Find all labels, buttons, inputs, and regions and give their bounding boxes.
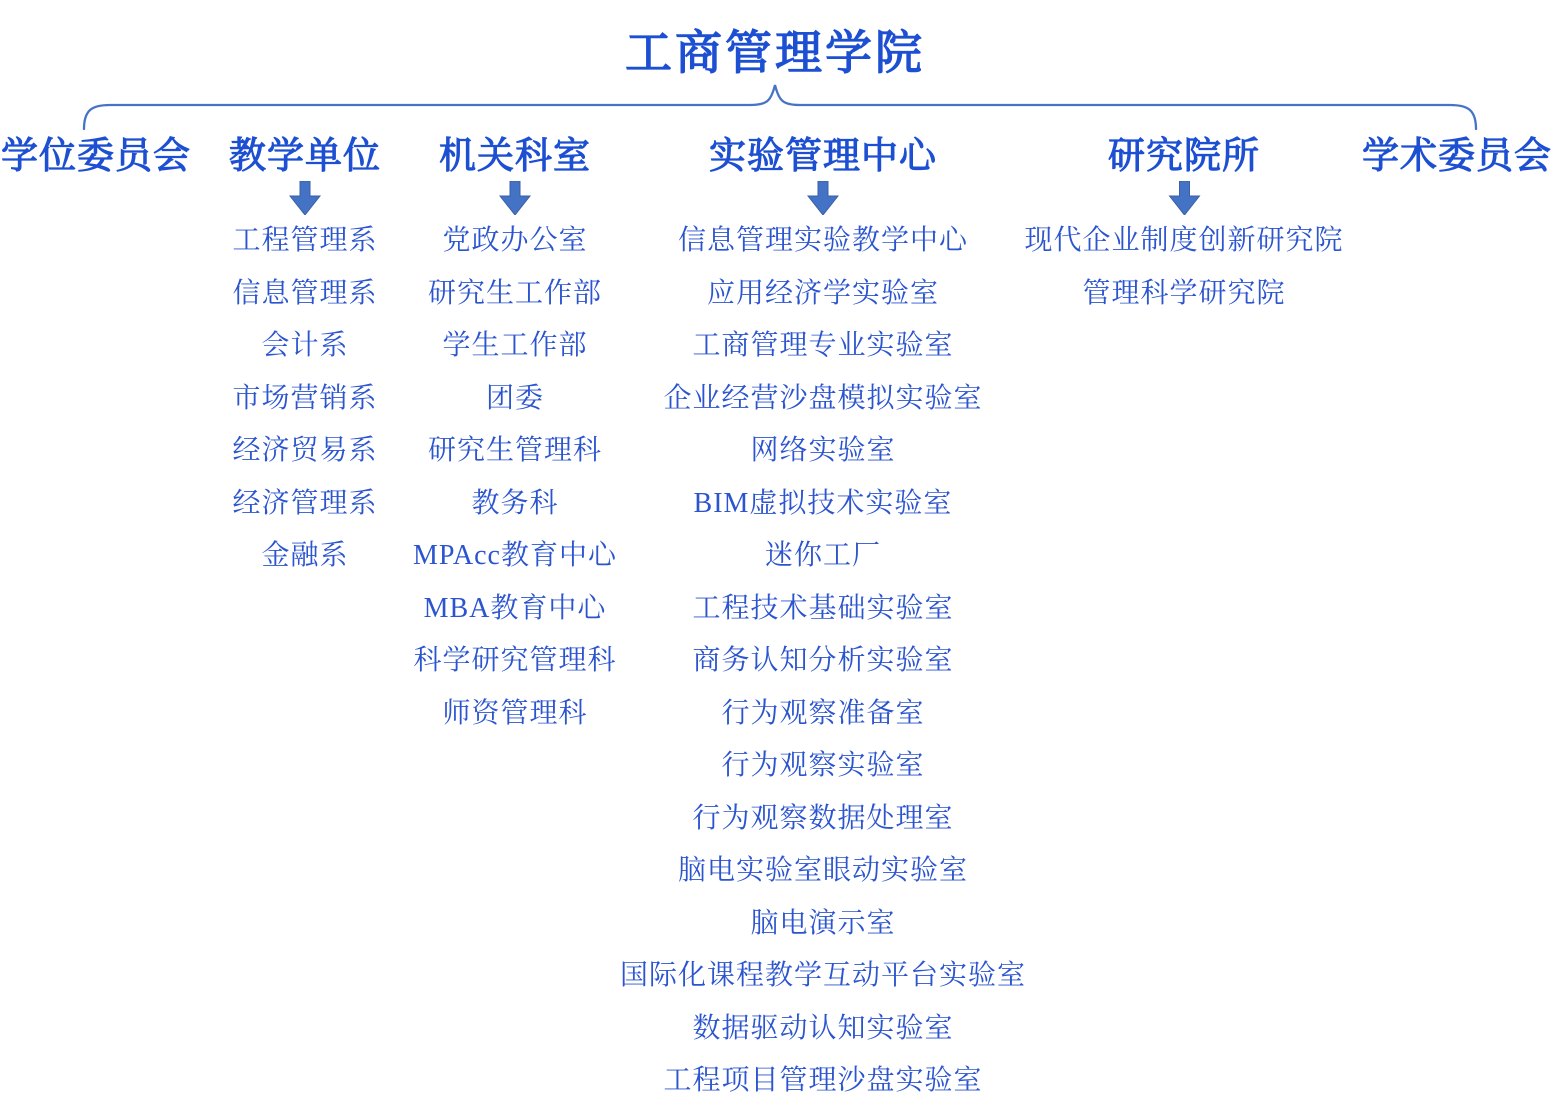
org-item: 经济贸易系 bbox=[232, 435, 378, 466]
branch-label: 研究院所 bbox=[1107, 136, 1260, 177]
down-arrow-icon bbox=[1168, 181, 1200, 215]
org-item: 数据驱动认知实验室 bbox=[692, 1012, 954, 1044]
org-item: 迷你工厂 bbox=[764, 540, 882, 571]
org-item: 工程项目管理沙盘实验室 bbox=[663, 1065, 983, 1096]
org-item: 党政办公室 bbox=[442, 225, 588, 256]
org-item: 金融系 bbox=[261, 540, 349, 571]
org-item: 企业经营沙盘模拟实验室 bbox=[663, 382, 983, 414]
org-item: 行为观察准备室 bbox=[721, 697, 925, 729]
org-item: 现代企业制度创新研究院 bbox=[1024, 225, 1344, 256]
branch-item-list bbox=[1024, 215, 1343, 320]
org-column-degree-committee bbox=[1, 136, 191, 178]
org-column-lab-management-center bbox=[620, 136, 1026, 1108]
org-item: 工程技术基础实验室 bbox=[692, 592, 954, 624]
org-column-admin-offices bbox=[413, 136, 617, 740]
org-item: 市场营销系 bbox=[232, 382, 378, 414]
org-item: 科学研究管理科 bbox=[413, 645, 617, 676]
org-item: MPAcc教育中心 bbox=[413, 540, 617, 571]
org-column-research-institutes bbox=[1024, 136, 1343, 320]
org-item: BIM虚拟技术实验室 bbox=[693, 487, 953, 519]
org-item: 行为观察实验室 bbox=[721, 750, 925, 781]
org-column-teaching-units bbox=[229, 136, 381, 583]
branch-item-list bbox=[229, 215, 381, 583]
org-column-academic-committee bbox=[1362, 136, 1552, 178]
org-item: 工程管理系 bbox=[232, 225, 378, 256]
org-item: 团委 bbox=[485, 382, 545, 414]
page-title: 工商管理学院 bbox=[625, 28, 925, 80]
down-arrow-icon bbox=[289, 181, 321, 215]
org-item: 信息管理系 bbox=[232, 277, 378, 309]
brace-connector bbox=[80, 80, 1480, 132]
branch-label: 机关科室 bbox=[438, 136, 591, 177]
org-item: 网络实验室 bbox=[750, 435, 896, 466]
org-item: 教务科 bbox=[471, 487, 559, 519]
down-arrow-icon bbox=[807, 181, 839, 215]
branch-label: 学术委员会 bbox=[1362, 136, 1552, 177]
org-item: 行为观察数据处理室 bbox=[692, 802, 954, 834]
org-item: 研究生管理科 bbox=[427, 435, 603, 466]
branch-label: 实验管理中心 bbox=[708, 136, 937, 177]
org-item: 学生工作部 bbox=[442, 330, 588, 361]
branch-label: 学位委员会 bbox=[1, 136, 191, 177]
org-item: MBA教育中心 bbox=[423, 592, 607, 624]
org-item: 商务认知分析实验室 bbox=[692, 645, 954, 676]
org-item: 经济管理系 bbox=[232, 487, 378, 519]
branch-item-list bbox=[620, 215, 1026, 1108]
org-item: 应用经济学实验室 bbox=[706, 277, 940, 309]
org-item: 工商管理专业实验室 bbox=[692, 330, 954, 361]
org-item: 信息管理实验教学中心 bbox=[677, 225, 969, 256]
org-item: 脑电实验室眼动实验室 bbox=[677, 855, 969, 886]
branch-label: 教学单位 bbox=[229, 136, 381, 177]
org-item: 师资管理科 bbox=[442, 697, 588, 729]
org-item: 脑电演示室 bbox=[750, 907, 896, 939]
org-item: 研究生工作部 bbox=[427, 277, 603, 309]
down-arrow-icon bbox=[499, 181, 531, 215]
branch-item-list bbox=[413, 215, 617, 740]
org-item: 国际化课程教学互动平台实验室 bbox=[619, 960, 1027, 991]
org-item: 管理科学研究院 bbox=[1082, 277, 1286, 309]
org-item: 会计系 bbox=[261, 330, 349, 361]
